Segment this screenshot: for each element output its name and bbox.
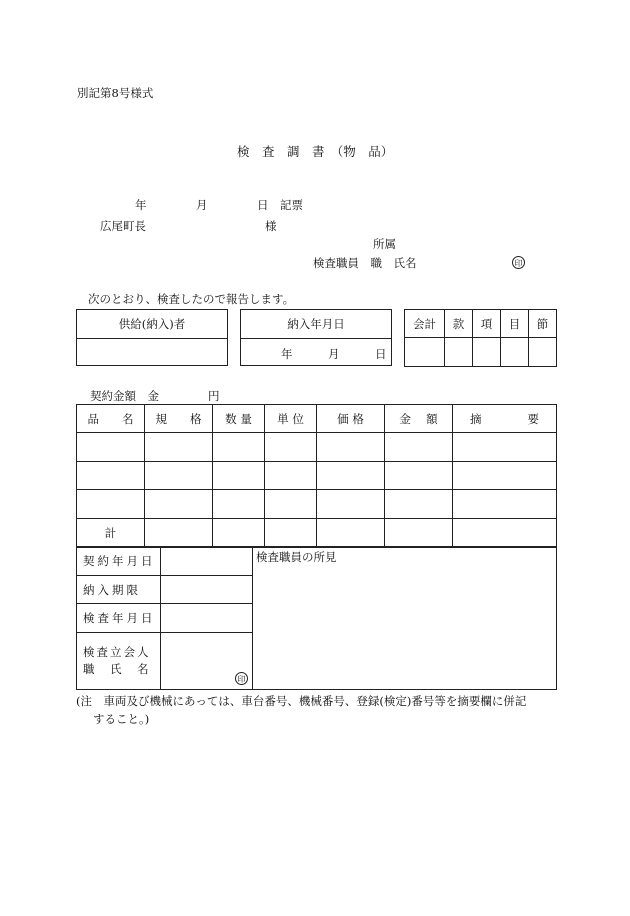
item-cell[interactable] bbox=[145, 490, 213, 519]
inspection-date-value[interactable] bbox=[161, 604, 253, 633]
item-cell[interactable] bbox=[213, 433, 265, 462]
date-year: 年 bbox=[135, 198, 147, 212]
account-cell[interactable] bbox=[405, 338, 445, 367]
inspection-date-label: 検査年月日 bbox=[77, 604, 161, 633]
total-cell[interactable] bbox=[213, 519, 265, 548]
total-cell[interactable] bbox=[265, 519, 317, 548]
intro-text: 次のとおり、検査したので報告します。 bbox=[88, 292, 295, 306]
item-cell[interactable] bbox=[145, 433, 213, 462]
addressee-honorific: 様 bbox=[265, 219, 277, 233]
witness-label bbox=[77, 633, 161, 690]
delivery-deadline-value[interactable] bbox=[161, 576, 253, 604]
delivery-deadline-label: 納入期限 bbox=[77, 576, 161, 604]
account-header-kaikei: 会計 bbox=[405, 310, 445, 338]
account-header-kan: 款 bbox=[445, 310, 473, 338]
form-number: 別記第8号様式 bbox=[77, 86, 154, 100]
delivery-date-value[interactable] bbox=[241, 339, 391, 366]
table-row bbox=[77, 433, 557, 462]
table-row bbox=[77, 490, 557, 519]
item-cell[interactable] bbox=[265, 462, 317, 490]
item-cell[interactable] bbox=[385, 490, 453, 519]
delivery-date-day: 日 bbox=[375, 347, 387, 361]
total-cell[interactable] bbox=[453, 519, 557, 548]
item-cell[interactable] bbox=[385, 433, 453, 462]
account-cell[interactable] bbox=[445, 338, 473, 367]
item-cell[interactable] bbox=[265, 433, 317, 462]
items-table bbox=[76, 404, 557, 548]
account-cell[interactable] bbox=[473, 338, 501, 367]
item-cell[interactable] bbox=[77, 490, 145, 519]
contract-date-value[interactable] bbox=[161, 547, 253, 576]
account-header-moku: 目 bbox=[501, 310, 529, 338]
item-cell[interactable] bbox=[213, 490, 265, 519]
document-title: 検 査 調 書 （物 品） bbox=[237, 144, 394, 159]
addressee-name: 広尾町長 bbox=[100, 219, 146, 233]
item-cell[interactable] bbox=[385, 462, 453, 490]
total-cell[interactable] bbox=[145, 519, 213, 548]
account-table bbox=[404, 309, 557, 367]
supplier-header: 供給(納入)者 bbox=[77, 310, 227, 339]
total-cell[interactable] bbox=[385, 519, 453, 548]
inspector-seal-icon: 印 bbox=[512, 256, 525, 269]
items-header-price: 価 格 bbox=[317, 405, 385, 433]
note-line-1: (注 車両及び機械にあっては、車台番号、機械番号、登録(検定)番号等を摘要欄に併記 bbox=[76, 694, 527, 708]
delivery-date-box bbox=[240, 309, 392, 366]
item-cell[interactable] bbox=[453, 433, 557, 462]
items-header-quantity: 数 量 bbox=[213, 405, 265, 433]
item-cell[interactable] bbox=[453, 490, 557, 519]
total-cell[interactable] bbox=[317, 519, 385, 548]
note-line-2: すること。) bbox=[93, 712, 150, 726]
delivery-date-header: 納入年月日 bbox=[241, 310, 391, 339]
date-day: 日 bbox=[257, 198, 269, 212]
account-cell[interactable] bbox=[529, 338, 557, 367]
account-header-setsu: 節 bbox=[529, 310, 557, 338]
item-cell[interactable] bbox=[317, 462, 385, 490]
supplier-box bbox=[76, 309, 228, 366]
contract-amount-unit: 円 bbox=[208, 389, 220, 403]
account-cell[interactable] bbox=[501, 338, 529, 367]
date-suffix: 記票 bbox=[280, 198, 303, 212]
witness-seal-icon: 印 bbox=[235, 672, 248, 685]
items-header-remarks: 摘 要 bbox=[453, 405, 557, 433]
date-month: 月 bbox=[196, 198, 208, 212]
table-row bbox=[77, 462, 557, 490]
items-header-spec: 規 格 bbox=[145, 405, 213, 433]
info-table bbox=[76, 546, 557, 690]
item-cell[interactable] bbox=[265, 490, 317, 519]
total-row bbox=[77, 519, 557, 548]
witness-label-line1: 検査立会人 bbox=[83, 645, 151, 659]
items-header-unit: 単 位 bbox=[265, 405, 317, 433]
supplier-value[interactable] bbox=[77, 339, 227, 366]
item-cell[interactable] bbox=[453, 462, 557, 490]
account-header-kou: 項 bbox=[473, 310, 501, 338]
witness-label-line2: 職 氏 名 bbox=[83, 662, 151, 676]
contract-amount-label: 契約金額 金 bbox=[90, 389, 159, 403]
delivery-date-year: 年 bbox=[281, 347, 293, 361]
delivery-date-month: 月 bbox=[328, 347, 340, 361]
items-header-name: 品 名 bbox=[77, 405, 145, 433]
inspector-affiliation: 所属 bbox=[373, 237, 396, 251]
item-cell[interactable] bbox=[317, 490, 385, 519]
inspector-label: 検査職員 職 氏名 bbox=[313, 256, 417, 270]
contract-date-label: 契約年月日 bbox=[77, 547, 161, 576]
total-label: 計 bbox=[77, 519, 145, 548]
findings-box[interactable] bbox=[253, 547, 557, 690]
item-cell[interactable] bbox=[213, 462, 265, 490]
item-cell[interactable] bbox=[77, 462, 145, 490]
items-header-amount: 金 額 bbox=[385, 405, 453, 433]
item-cell[interactable] bbox=[145, 462, 213, 490]
witness-value[interactable] bbox=[161, 633, 253, 690]
item-cell[interactable] bbox=[77, 433, 145, 462]
item-cell[interactable] bbox=[317, 433, 385, 462]
findings-label: 検査職員の所見 bbox=[256, 550, 337, 564]
